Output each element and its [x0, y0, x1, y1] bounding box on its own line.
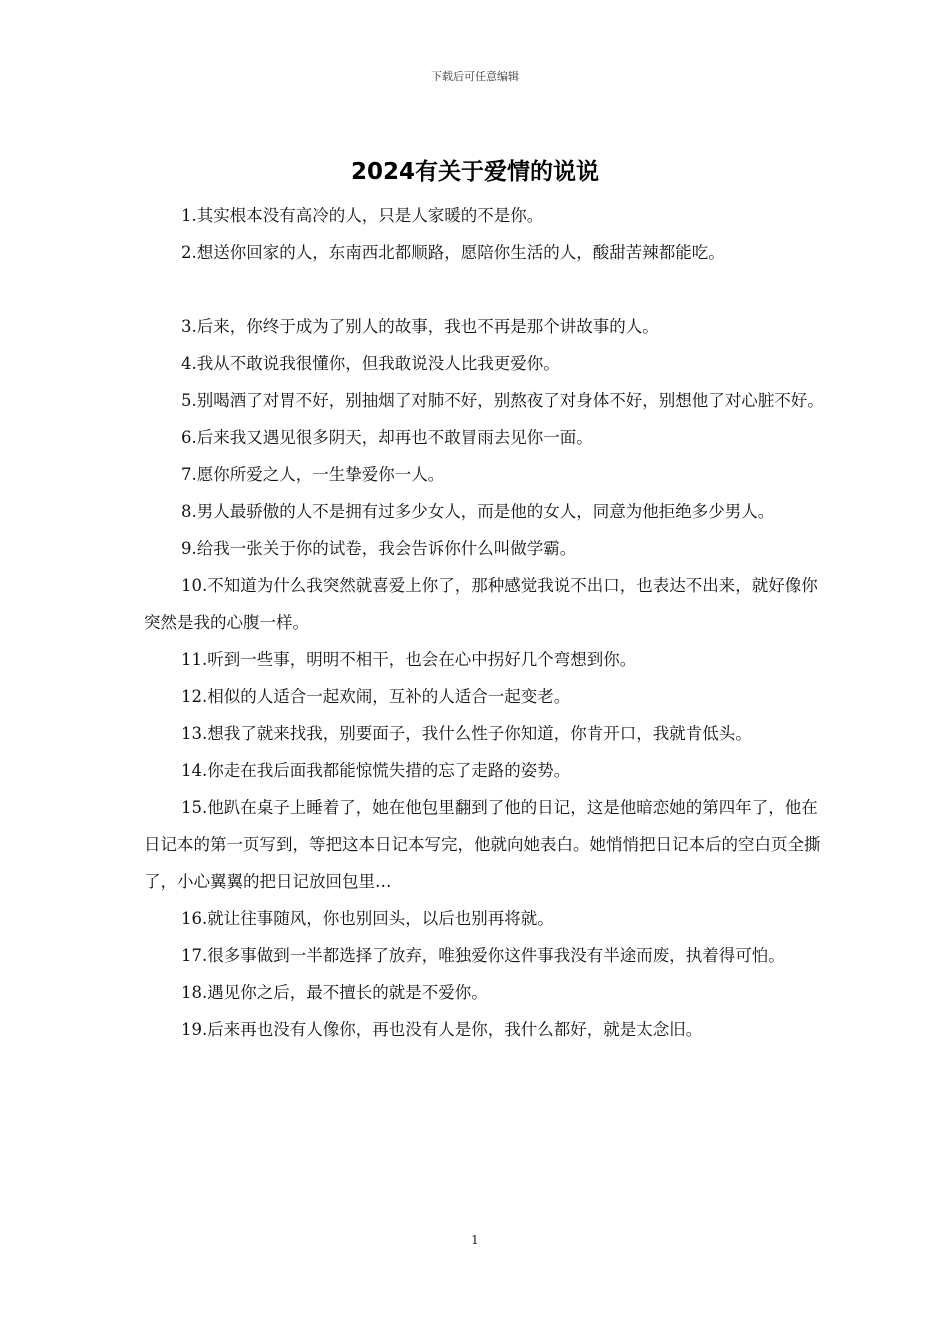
paragraph-2: 2.想送你回家的人，东南西北都顺路，愿陪你生活的人，酸甜苦辣都能吃。 [181, 243, 725, 262]
paragraph-15: 15.他趴在桌子上睡着了，她在他包里翻到了他的日记，这是他暗恋她的第四年了，他在日记本的第一页写到，等把这本日记本写完，他就向她表白。她悄悄把日记本后的空白页全撕了，小心翼翼的把日记放回包里… [144, 798, 821, 891]
header-note: 下载后可任意编辑 [431, 70, 519, 83]
paragraph-18: 18.遇见你之后，最不擅长的就是不爱你。 [181, 983, 488, 1002]
paragraph-3: 3.后来，你终于成为了别人的故事，我也不再是那个讲故事的人。 [181, 317, 659, 336]
paragraph-1: 1.其实根本没有高冷的人，只是人家暖的不是你。 [181, 206, 544, 225]
page-number: 1 [471, 1233, 479, 1247]
paragraph-10: 10.不知道为什么我突然就喜爱上你了，那种感觉我说不出口，也表达不出来，就好像你突然是我的心腹一样。 [144, 576, 818, 632]
paragraph-16: 16.就让往事随风，你也别回头，以后也别再将就。 [181, 909, 554, 928]
paragraph-13: 13.想我了就来找我，别要面子，我什么性子你知道，你肯开口，我就肯低头。 [181, 724, 752, 743]
paragraph-11: 11.听到一些事，明明不相干，也会在心中拐好几个弯想到你。 [181, 650, 637, 669]
paragraph-9: 9.给我一张关于你的试卷，我会告诉你什么叫做学霸。 [181, 539, 577, 558]
paragraph-8: 8.男人最骄傲的人不是拥有过多少女人，而是他的女人，同意为他拒绝多少男人。 [181, 502, 775, 521]
paragraph-spacer [144, 271, 824, 308]
paragraph-17: 17.很多事做到一半都选择了放弃，唯独爱你这件事我没有半途而废，执着得可怕。 [181, 946, 785, 965]
document-body [144, 197, 824, 1048]
paragraph-7: 7.愿你所爱之人，一生挚爱你一人。 [181, 465, 445, 484]
paragraph-19: 19.后来再也没有人像你，再也没有人是你，我什么都好，就是太念旧。 [181, 1020, 703, 1039]
paragraph-5: 5.别喝酒了对胃不好，别抽烟了对肺不好，别熬夜了对身体不好，别想他了对心脏不好。 [181, 391, 824, 410]
paragraph-4: 4.我从不敢说我很懂你，但我敢说没人比我更爱你。 [181, 354, 560, 373]
paragraph-6: 6.后来我又遇见很多阴天，却再也不敢冒雨去见你一面。 [181, 428, 593, 447]
paragraph-14: 14.你走在我后面我都能惊慌失措的忘了走路的姿势。 [181, 761, 571, 780]
page-title: 2024有关于爱情的说说 [350, 159, 599, 185]
paragraph-12: 12.相似的人适合一起欢闹，互补的人适合一起变老。 [181, 687, 571, 706]
